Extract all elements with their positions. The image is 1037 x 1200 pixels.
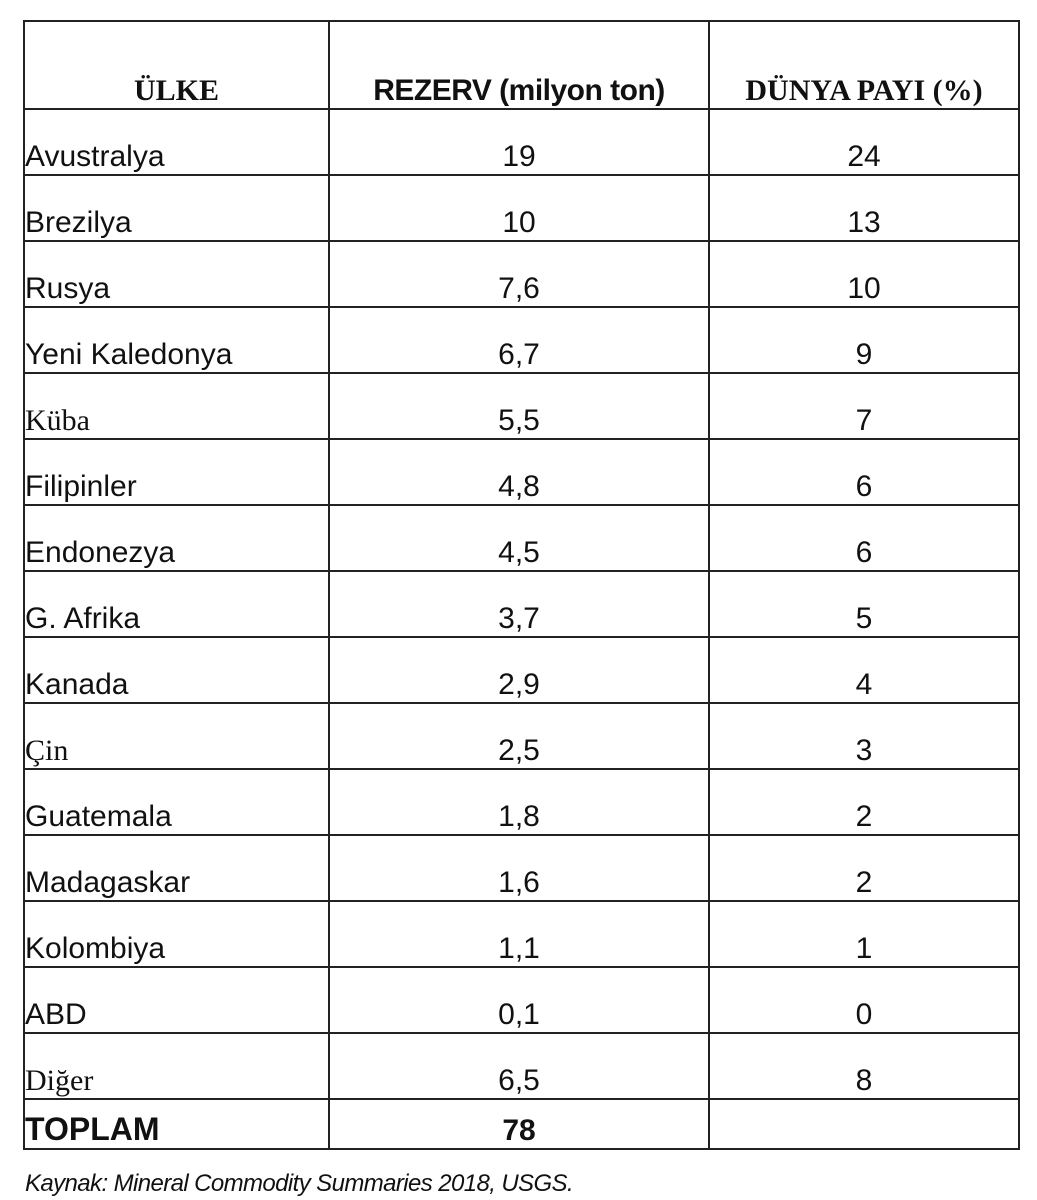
cell-reserve: 5,5 (329, 373, 709, 439)
cell-reserve: 2,5 (329, 703, 709, 769)
header-row (24, 21, 1019, 109)
table-row (24, 439, 1019, 505)
cell-share: 4 (709, 637, 1019, 703)
table-row (24, 109, 1019, 175)
cell-country: G. Afrika (24, 571, 329, 637)
total-share (709, 1099, 1019, 1149)
table-row (24, 505, 1019, 571)
table-row (24, 637, 1019, 703)
table-row (24, 967, 1019, 1033)
header-reserve: REZERV (milyon ton) (329, 21, 709, 109)
cell-country: Küba (24, 373, 329, 439)
cell-reserve: 19 (329, 109, 709, 175)
header-world-share: DÜNYA PAYI (%) (709, 21, 1019, 109)
table-row (24, 1033, 1019, 1099)
cell-country: Avustralya (24, 109, 329, 175)
cell-share: 2 (709, 835, 1019, 901)
cell-reserve: 1,1 (329, 901, 709, 967)
cell-reserve: 4,5 (329, 505, 709, 571)
cell-reserve: 1,6 (329, 835, 709, 901)
cell-share: 13 (709, 175, 1019, 241)
cell-reserve: 7,6 (329, 241, 709, 307)
cell-share: 1 (709, 901, 1019, 967)
table-row (24, 307, 1019, 373)
table-row (24, 175, 1019, 241)
cell-country: Kolombiya (24, 901, 329, 967)
table-row (24, 373, 1019, 439)
cell-country: Filipinler (24, 439, 329, 505)
cell-reserve: 6,5 (329, 1033, 709, 1099)
cell-country: Rusya (24, 241, 329, 307)
cell-reserve: 3,7 (329, 571, 709, 637)
table-row (24, 769, 1019, 835)
cell-share: 8 (709, 1033, 1019, 1099)
cell-country: Brezilya (24, 175, 329, 241)
total-row (24, 1099, 1019, 1149)
table-row (24, 901, 1019, 967)
cell-country: Madagaskar (24, 835, 329, 901)
cell-share: 24 (709, 109, 1019, 175)
cell-country: Çin (24, 703, 329, 769)
total-reserve: 78 (329, 1099, 709, 1149)
cell-share: 5 (709, 571, 1019, 637)
header-country: ÜLKE (24, 21, 329, 109)
cell-country: Endonezya (24, 505, 329, 571)
cell-share: 10 (709, 241, 1019, 307)
cell-reserve: 1,8 (329, 769, 709, 835)
table-row (24, 571, 1019, 637)
cell-share: 9 (709, 307, 1019, 373)
table-row (24, 703, 1019, 769)
cell-share: 7 (709, 373, 1019, 439)
cell-share: 6 (709, 439, 1019, 505)
cell-country: Diğer (24, 1033, 329, 1099)
cell-share: 0 (709, 967, 1019, 1033)
source-note: Kaynak: Mineral Commodity Summaries 2018, USGS. (25, 1170, 574, 1197)
cell-country: Kanada (24, 637, 329, 703)
table-row (24, 241, 1019, 307)
cell-reserve: 4,8 (329, 439, 709, 505)
cell-share: 2 (709, 769, 1019, 835)
cell-share: 3 (709, 703, 1019, 769)
reserves-table (23, 20, 1020, 1150)
cell-reserve: 10 (329, 175, 709, 241)
cell-share: 6 (709, 505, 1019, 571)
cell-reserve: 0,1 (329, 967, 709, 1033)
cell-country: ABD (24, 967, 329, 1033)
cell-reserve: 2,9 (329, 637, 709, 703)
cell-reserve: 6,7 (329, 307, 709, 373)
table-row (24, 835, 1019, 901)
total-label: TOPLAM (24, 1099, 329, 1149)
cell-country: Guatemala (24, 769, 329, 835)
cell-country: Yeni Kaledonya (24, 307, 329, 373)
